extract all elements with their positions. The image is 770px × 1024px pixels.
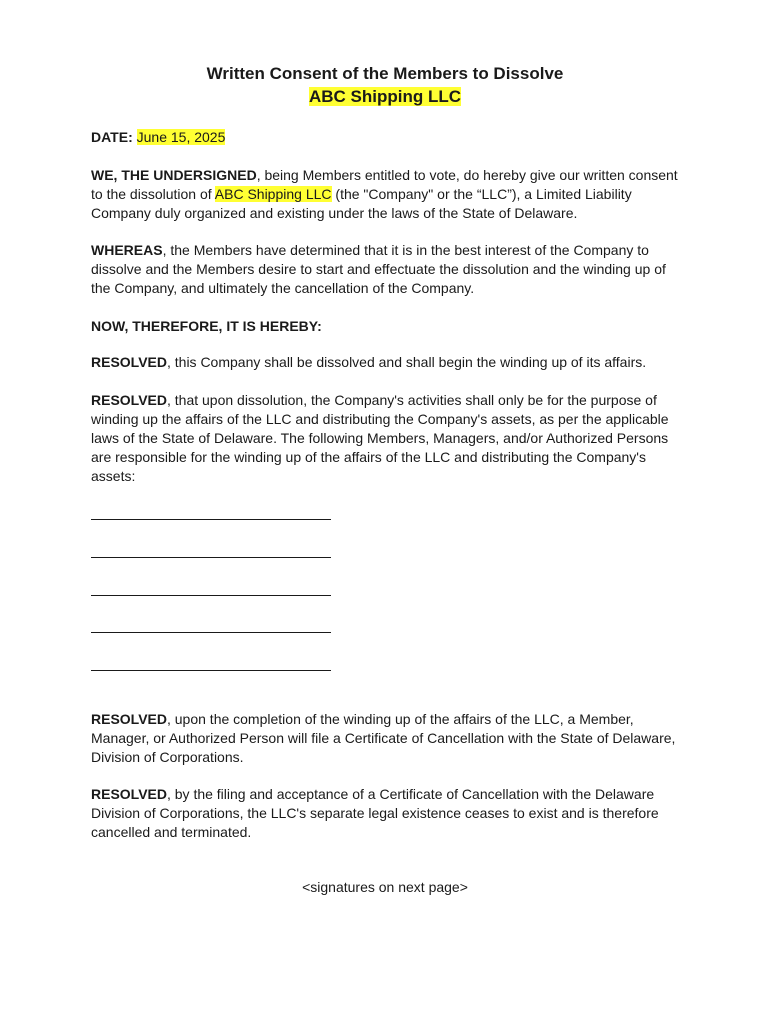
resolution-1-lead: RESOLVED	[91, 354, 167, 370]
resolution-1	[91, 353, 681, 372]
whereas-lead: WHEREAS	[91, 242, 163, 258]
company-name-highlight: ABC Shipping LLC	[308, 87, 462, 106]
resolution-4-lead: RESOLVED	[91, 786, 167, 802]
undersigned-paragraph	[91, 166, 681, 223]
signature-line-1[interactable]	[91, 519, 331, 520]
resolution-2	[91, 391, 681, 486]
now-therefore-heading	[91, 317, 681, 336]
now-therefore-text: NOW, THEREFORE, IT IS HEREBY:	[91, 318, 322, 334]
resolution-3-text: , upon the completion of the winding up of the affairs of the LLC, a Member, Manager, or Authorized Person will file a Certificate of Cancellation with the State of Delaware, Division of Corporations.	[91, 711, 676, 765]
signature-line-5[interactable]	[91, 670, 331, 671]
date-label: DATE:	[91, 129, 133, 145]
whereas-paragraph	[91, 241, 681, 298]
resolution-2-lead: RESOLVED	[91, 392, 167, 408]
date-value: June 15, 2025	[136, 129, 226, 145]
document-title: Written Consent of the Members to Dissolve	[206, 64, 564, 83]
signatures-next-page-note: <signatures on next page>	[302, 879, 468, 895]
resolution-4-text: , by the filing and acceptance of a Certificate of Cancellation with the Delaware Division of Corporations, the LLC's separate legal existence ceases to exist and is therefore cancelled and terminated.	[91, 786, 659, 840]
undersigned-text1: , being Members entitled to vote, do hereby give our written consent to the dissolution of	[91, 167, 678, 202]
signature-line-2[interactable]	[91, 557, 331, 558]
resolution-2-text: , that upon dissolution, the Company's activities shall only be for the purpose of winding up the affairs of the LLC and distributing the Company's assets, as per the applicable laws of the State of Delaware. The following Members, Managers, and/or Authorized Persons are responsible for the winding up of the affairs of the LLC and distributing the Company's assets:	[91, 392, 669, 484]
undersigned-company: ABC Shipping LLC	[214, 186, 332, 202]
date-line	[91, 128, 681, 147]
resolution-4	[91, 785, 681, 842]
undersigned-text2: (the "Company" or the “LLC”), a Limited Liability Company duly organized and existing under the laws of the State of Delaware.	[91, 186, 632, 221]
whereas-text: , the Members have determined that it is in the best interest of the Company to dissolve and the Members desire to start and effectuate the dissolution and the winding up of the Company, and ultimately the cancellation of the Company.	[91, 242, 666, 296]
undersigned-lead: WE, THE UNDERSIGNED	[91, 167, 257, 183]
resolution-1-text: , this Company shall be dissolved and shall begin the winding up of its affairs.	[166, 354, 647, 370]
document-company-title	[0, 87, 770, 107]
signature-line-3[interactable]	[91, 595, 331, 596]
resolution-3	[91, 710, 681, 767]
resolution-3-lead: RESOLVED	[91, 711, 167, 727]
signature-line-4[interactable]	[91, 632, 331, 633]
